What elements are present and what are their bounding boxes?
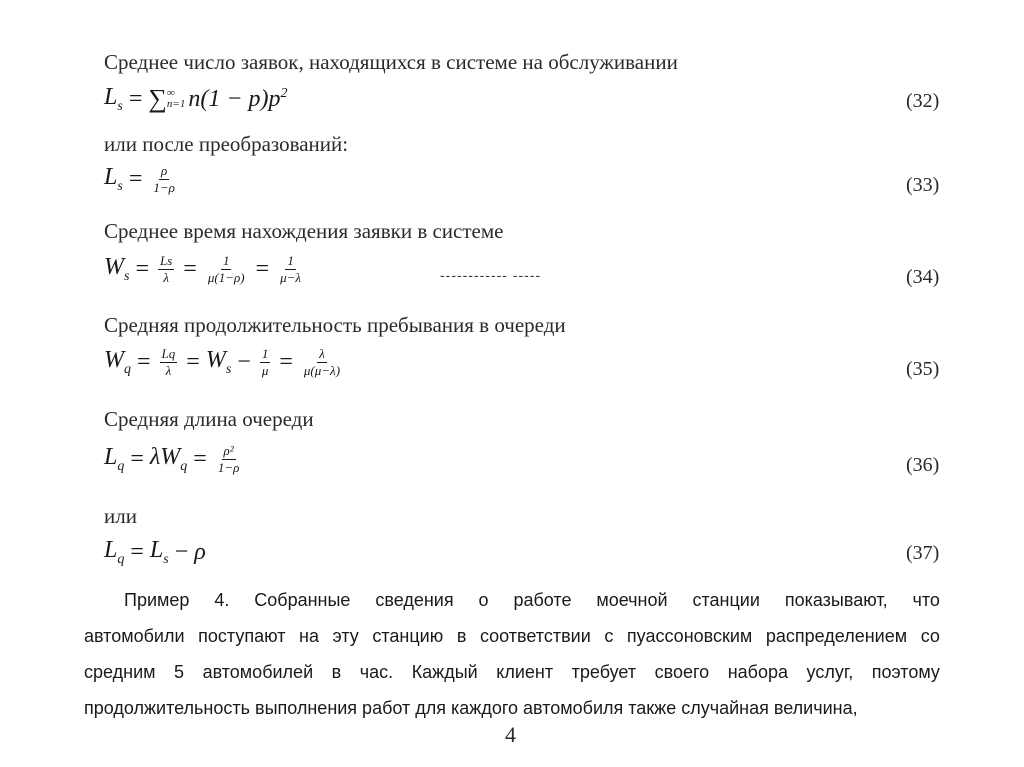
formula-36 bbox=[104, 444, 244, 476]
formula-34 bbox=[104, 254, 306, 286]
equation-number-37: (37) bbox=[906, 542, 940, 564]
formula-37-b: ρ bbox=[194, 538, 206, 565]
formula-35 bbox=[104, 347, 345, 379]
equation-number-36: (36) bbox=[906, 454, 940, 476]
heading-or: или bbox=[104, 504, 137, 528]
paragraph-word: 5 bbox=[174, 662, 185, 682]
formula-32-lhs: $L_s$ bbox=[104, 84, 123, 114]
paragraph-word: клиент bbox=[496, 662, 554, 682]
fraction bbox=[151, 164, 177, 196]
fraction-denominator: μ(1−ρ) bbox=[207, 270, 245, 286]
paragraph-word: станции bbox=[692, 590, 760, 610]
fraction bbox=[278, 254, 303, 286]
fraction bbox=[206, 254, 247, 286]
fraction-denominator: μ bbox=[261, 363, 269, 379]
paragraph-word: сведения bbox=[375, 590, 454, 610]
formula-35-lhs: $W_q$ bbox=[104, 347, 131, 378]
paragraph-word: требует bbox=[571, 662, 637, 682]
equals-sign: = bbox=[137, 349, 151, 376]
paragraph-word: моечной bbox=[596, 590, 668, 610]
paragraph-line-3 bbox=[84, 662, 940, 683]
formula-33-lhs: $L_s$ bbox=[104, 164, 123, 195]
paragraph-word: средним bbox=[84, 662, 156, 682]
fraction-numerator: 1 bbox=[285, 254, 296, 270]
paragraph-word: соответствии bbox=[479, 626, 591, 646]
fraction-denominator: μ(μ−λ) bbox=[303, 363, 341, 379]
paragraph-word: показывают, bbox=[784, 590, 888, 610]
fraction-denominator: μ−λ bbox=[280, 270, 302, 286]
paragraph-word: поэтому bbox=[871, 662, 940, 682]
fraction-numerator: 1 bbox=[260, 347, 271, 363]
paragraph-word: эту bbox=[332, 626, 359, 646]
paragraph-word: услуг, bbox=[806, 662, 854, 682]
formula-35-mid: $W_s$ bbox=[205, 347, 232, 378]
minus-sign: − bbox=[237, 349, 251, 376]
paragraph-line-1 bbox=[124, 590, 940, 611]
formula-37-lhs: $L_q$ bbox=[104, 537, 125, 567]
equation-number-32: (32) bbox=[906, 90, 940, 112]
heading-mean-queue-time: Средняя продолжительность пребывания в очереди bbox=[104, 313, 566, 337]
fraction-numerator: Lq bbox=[160, 347, 178, 363]
equals-sign: = bbox=[193, 446, 207, 473]
heading-mean-requests: Среднее число заявок, находящихся в системе на обслуживании bbox=[104, 50, 678, 74]
sum-symbol: ∑ bbox=[148, 84, 167, 114]
equals-sign: = bbox=[130, 446, 144, 473]
equation-number-35: (35) bbox=[906, 358, 940, 380]
paragraph-word: станцию bbox=[372, 626, 444, 646]
formula-33 bbox=[104, 164, 180, 196]
fraction bbox=[160, 347, 178, 379]
formula-36-lhs: $L_q$ bbox=[104, 444, 125, 475]
placeholder-dashes: ------------ ----- bbox=[440, 267, 542, 283]
equals-sign: = bbox=[128, 85, 143, 112]
paragraph-word: час. bbox=[359, 662, 394, 682]
sum-limits bbox=[167, 88, 185, 111]
formula-32-body: $n(1 - p)p^2$ bbox=[188, 85, 288, 112]
equals-sign: = bbox=[279, 349, 293, 376]
paragraph-word: со bbox=[920, 626, 940, 646]
paragraph-word: автомобилей bbox=[202, 662, 314, 682]
paragraph-word: поступают bbox=[198, 626, 286, 646]
equals-sign: = bbox=[130, 538, 144, 565]
paragraph-word: что bbox=[912, 590, 940, 610]
paragraph-word: Пример bbox=[124, 590, 190, 610]
minus-sign: − bbox=[174, 538, 189, 565]
heading-after-transform: или после преобразований: bbox=[104, 132, 349, 156]
equals-sign: = bbox=[135, 256, 149, 283]
paragraph-word: в bbox=[331, 662, 342, 682]
paragraph-word: с bbox=[604, 626, 614, 646]
equation-number-34: (34) bbox=[906, 266, 940, 288]
paragraph-word: набора bbox=[727, 662, 788, 682]
formula-32 bbox=[104, 84, 288, 115]
paragraph-word: работе bbox=[513, 590, 572, 610]
sum-lower-limit: n=1 bbox=[166, 98, 186, 111]
fraction bbox=[158, 254, 174, 286]
fraction-numerator: λ bbox=[317, 347, 327, 363]
paragraph-word: Собранные bbox=[254, 590, 351, 610]
equation-number-33: (33) bbox=[906, 174, 940, 196]
formula-34-lhs: $W_s$ bbox=[104, 254, 130, 285]
paragraph-word: автомобили bbox=[84, 626, 185, 646]
paragraph-word: своего bbox=[654, 662, 710, 682]
fraction-numerator: ρ² bbox=[222, 444, 236, 460]
paragraph-word: на bbox=[299, 626, 319, 646]
fraction bbox=[260, 347, 271, 379]
equals-sign: = bbox=[183, 256, 197, 283]
fraction-denominator: λ bbox=[163, 270, 169, 286]
formula-37 bbox=[104, 537, 206, 568]
fraction bbox=[302, 347, 342, 379]
equals-sign: = bbox=[128, 166, 143, 193]
fraction bbox=[216, 444, 242, 476]
equals-sign: = bbox=[255, 256, 270, 283]
formula-37-a: $L_s$ bbox=[149, 537, 169, 567]
fraction-denominator: 1−ρ bbox=[217, 460, 240, 476]
paragraph-word: 4. bbox=[214, 590, 230, 610]
paragraph-word: в bbox=[456, 626, 467, 646]
fraction-numerator: Ls bbox=[158, 254, 174, 270]
heading-mean-time-in-system: Среднее время нахождения заявки в системе bbox=[104, 219, 504, 243]
paragraph-line-2 bbox=[84, 626, 940, 647]
sum-upper-limit: ∞ bbox=[166, 86, 175, 99]
equals-sign: = bbox=[186, 349, 200, 376]
formula-36-mid: $\lambda W_q$ bbox=[149, 444, 188, 475]
paragraph-word: пуассоновским bbox=[626, 626, 753, 646]
fraction-denominator: λ bbox=[165, 363, 172, 379]
paragraph-line-4: продолжительность выполнения работ для каждого автомобиля также случайная величина, bbox=[84, 698, 858, 718]
paragraph-word: Каждый bbox=[411, 662, 478, 682]
fraction-numerator: 1 bbox=[221, 254, 232, 270]
fraction-numerator: ρ bbox=[159, 164, 169, 180]
fraction-denominator: 1−ρ bbox=[153, 180, 175, 196]
paragraph-word: распределением bbox=[765, 626, 908, 646]
page-number: 4 bbox=[505, 722, 516, 747]
paragraph-word: о bbox=[478, 590, 489, 610]
heading-mean-queue-length: Средняя длина очереди bbox=[104, 407, 314, 431]
